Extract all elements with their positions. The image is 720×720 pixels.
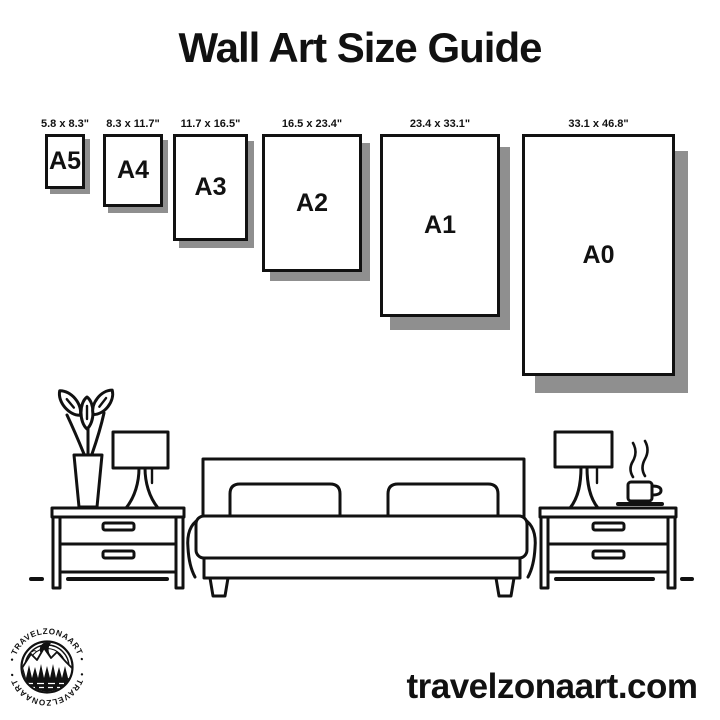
nightstand-left-icon bbox=[52, 508, 184, 588]
website-url: travelzonaart.com bbox=[406, 667, 698, 706]
pillow-left bbox=[230, 484, 340, 517]
frame-letter: A0 bbox=[582, 240, 615, 269]
nightstand-top bbox=[52, 508, 184, 517]
lamp-left-icon bbox=[113, 432, 168, 508]
frame-letter: A2 bbox=[296, 188, 328, 217]
drawer-handle bbox=[593, 551, 624, 558]
frame-letter: A3 bbox=[194, 173, 227, 201]
nightstand-right-icon bbox=[540, 508, 676, 588]
lamp-shade bbox=[555, 432, 612, 467]
frame-size-label: 11.7 x 16.5" bbox=[180, 118, 241, 130]
bed-base bbox=[204, 558, 520, 578]
frame-size-label: 33.1 x 46.8" bbox=[568, 118, 629, 130]
bed-icon bbox=[188, 459, 536, 596]
steam bbox=[643, 441, 648, 476]
plant-icon bbox=[55, 386, 118, 507]
page-title: Wall Art Size Guide bbox=[178, 24, 542, 71]
vase bbox=[74, 455, 102, 507]
frame-letter: A1 bbox=[424, 211, 456, 239]
brand-text-bottom: • TRAVELZONAART • bbox=[7, 671, 87, 708]
frame-size-label: 16.5 x 23.4" bbox=[281, 118, 343, 130]
drawer-handle bbox=[593, 523, 624, 530]
nightstand-top bbox=[540, 508, 676, 517]
frame-size-label: 8.3 x 11.7" bbox=[106, 118, 160, 130]
lamp-shade bbox=[113, 432, 168, 468]
steam bbox=[631, 443, 636, 477]
mattress bbox=[196, 516, 527, 558]
brand-text-top: • TRAVELZONAART • bbox=[7, 626, 87, 663]
coffee-cup-icon bbox=[618, 441, 662, 504]
drawer-handle bbox=[103, 523, 134, 530]
frame-size-label: 5.8 x 8.3" bbox=[40, 118, 90, 130]
lamp-right-icon bbox=[555, 432, 612, 508]
frame-size-label: 23.4 x 33.1" bbox=[409, 118, 471, 130]
lamp-base bbox=[570, 467, 598, 508]
brand-logo bbox=[6, 621, 88, 711]
pillow-right bbox=[388, 484, 498, 517]
frame-letter: A4 bbox=[117, 156, 149, 184]
bed-leg-left bbox=[210, 578, 228, 596]
bed-leg-right bbox=[496, 578, 514, 596]
drawer-handle bbox=[103, 551, 134, 558]
frame-letter: A5 bbox=[49, 147, 81, 175]
